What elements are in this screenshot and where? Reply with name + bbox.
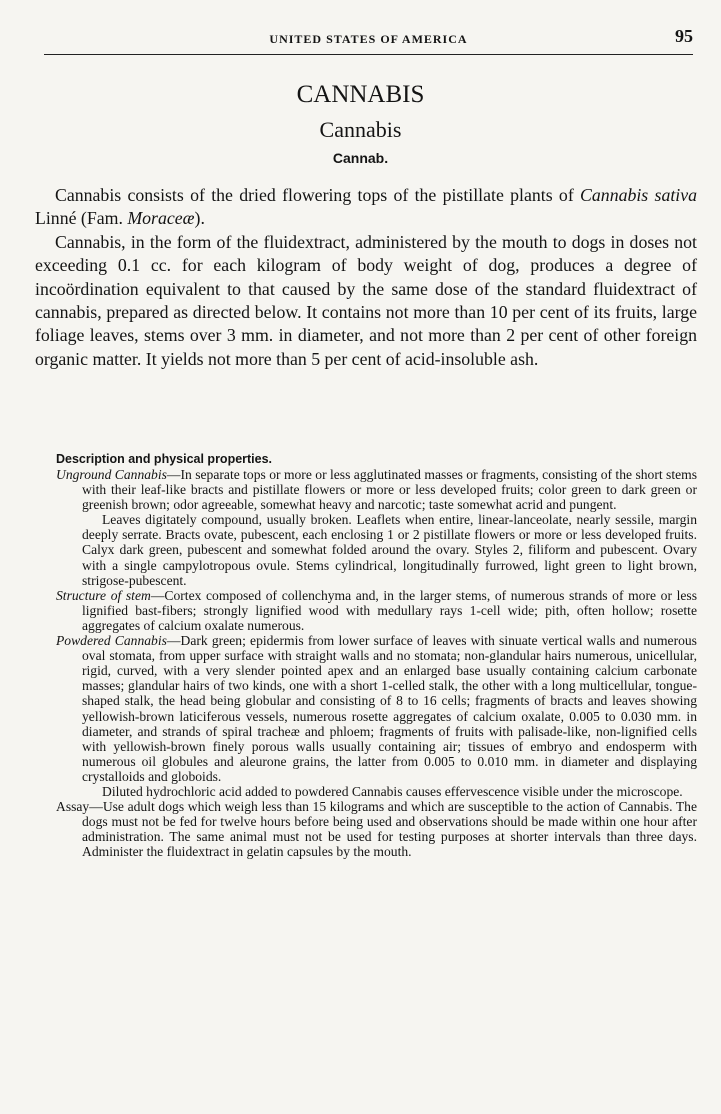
unground-cannabis-paragraph xyxy=(56,467,697,512)
powdered-text: —Dark green; epidermis from lower surface of leaves with sinuate vertical walls and numerous oval stomata, from upper surface with straight walls and no stomata; non-glandular hairs numerous, unicellular, rigid, curved, with a very slender pointed apex and an enlarged base usually containing calcium carbonate masses; glandular hairs of two kinds, one with a short 1-celled stalk, the other with a long multicellular, tongue-shaped stalk, the head being globular and consisting of 8 to 16 cells; fragments of bracts and leaves showing yellowish-brown laticiferous vessels, numerous rosette aggregates of calcium oxalate, 0.005 to 0.030 mm. in diameter, and strands of spiral tracheæ and phloem; fragments of fruits with palisade-like, non-lignified cells with yellowish-brown finely porous walls usually containing air; tissues of embryo and endosperm with numerous oil globules and aleurone grains, the latter from 0.005 to 0.010 mm. in diameter and displaying crystalloids and globoids. xyxy=(82,633,697,784)
monograph-body xyxy=(35,184,697,371)
description-heading: Description and physical properties. xyxy=(56,452,273,466)
powdered-label: Powdered Cannabis xyxy=(56,633,167,649)
definition-text-1: Cannabis consists of the dried flowering tops of the pistillate plants of xyxy=(55,185,581,205)
standard-paragraph: Cannabis, in the form of the fluidextract, administered by the mouth to dogs in doses not exceeding 0.1 cc. for each kilogram of body weight of dog, produces a degree of incoördination equivalent to that caused by the same dose of the standard fluidextract of cannabis, prepared as directed below. It contains not more than 10 per cent of its fruits, large foliage leaves, stems over 3 mm. in diameter, and not more than 2 per cent of other foreign organic matter. It yields not more than 5 per cent of acid-insoluble ash. xyxy=(35,231,697,369)
unground-text: —In separate tops or more or less agglutinated masses or fragments, consisting of the short stems with their leaf-like bracts and pistillate flowers or more or less developed fruits; color green to dark green or greenish brown; odor agreeable, somewhat heavy and narcotic; taste somewhat acrid and pungent. xyxy=(82,467,697,513)
running-title: UNITED STATES OF AMERICA xyxy=(269,32,468,46)
powdered-cannabis-paragraph xyxy=(56,633,697,784)
assay-paragraph: Assay—Use adult dogs which weigh less than 15 kilograms and which are susceptible to the action of Cannabis. The dogs must not be fed for twelve hours before being used and observations should be made within one hour after administration. The same animal must not be used for testing purposes at shorter intervals than three days. Administer the fluidextract in gelatin capsules by the mouth. xyxy=(56,799,697,860)
definition-paragraph xyxy=(35,184,697,231)
species-name: Cannabis sativa xyxy=(580,185,697,205)
running-head xyxy=(44,26,693,55)
acid-test-paragraph: Diluted hydrochloric acid added to powdered Cannabis causes effervescence visible under the microscope. xyxy=(102,783,683,799)
definition-text-2: Linné (Fam. xyxy=(35,208,128,229)
stem-text: —Cortex composed of collenchyma and, in the larger stems, of numerous strands of more or less lignified bast-fibers; strongly lignified wood with medullary rays 1-cell wide; pith, often hollow; rosette aggregates of calcium oxalate numerous. xyxy=(82,587,697,633)
leaves-paragraph: Leaves digitately compound, usually broken. Leaflets when entire, linear-lanceolate, nearly sessile, margin deeply serrate. Bracts ovate, pubescent, each enclosing 1 or 2 pistillate flowers or more or less developed fruits. Calyx dark green, pubescent and somewhat folded around the ovary. Styles 2, filiform and pubescent. Ovary with a single campylotropous ovule. Stems cylindrical, longitudinally furrowed, light green to light brown, strigose-pubescent. xyxy=(82,512,697,588)
stem-structure-paragraph xyxy=(56,588,697,633)
monograph-subtitle: Cannabis xyxy=(319,117,402,142)
unground-label: Unground Cannabis xyxy=(56,467,167,482)
stem-label: Structure of stem xyxy=(56,587,151,603)
monograph-title: CANNABIS xyxy=(296,81,425,108)
page-number: 95 xyxy=(675,26,693,46)
definition-text-3: ). xyxy=(194,208,205,229)
family-name: Moraceæ xyxy=(127,208,195,229)
description-section xyxy=(56,452,697,859)
official-abbreviation: Cannab. xyxy=(332,150,389,166)
